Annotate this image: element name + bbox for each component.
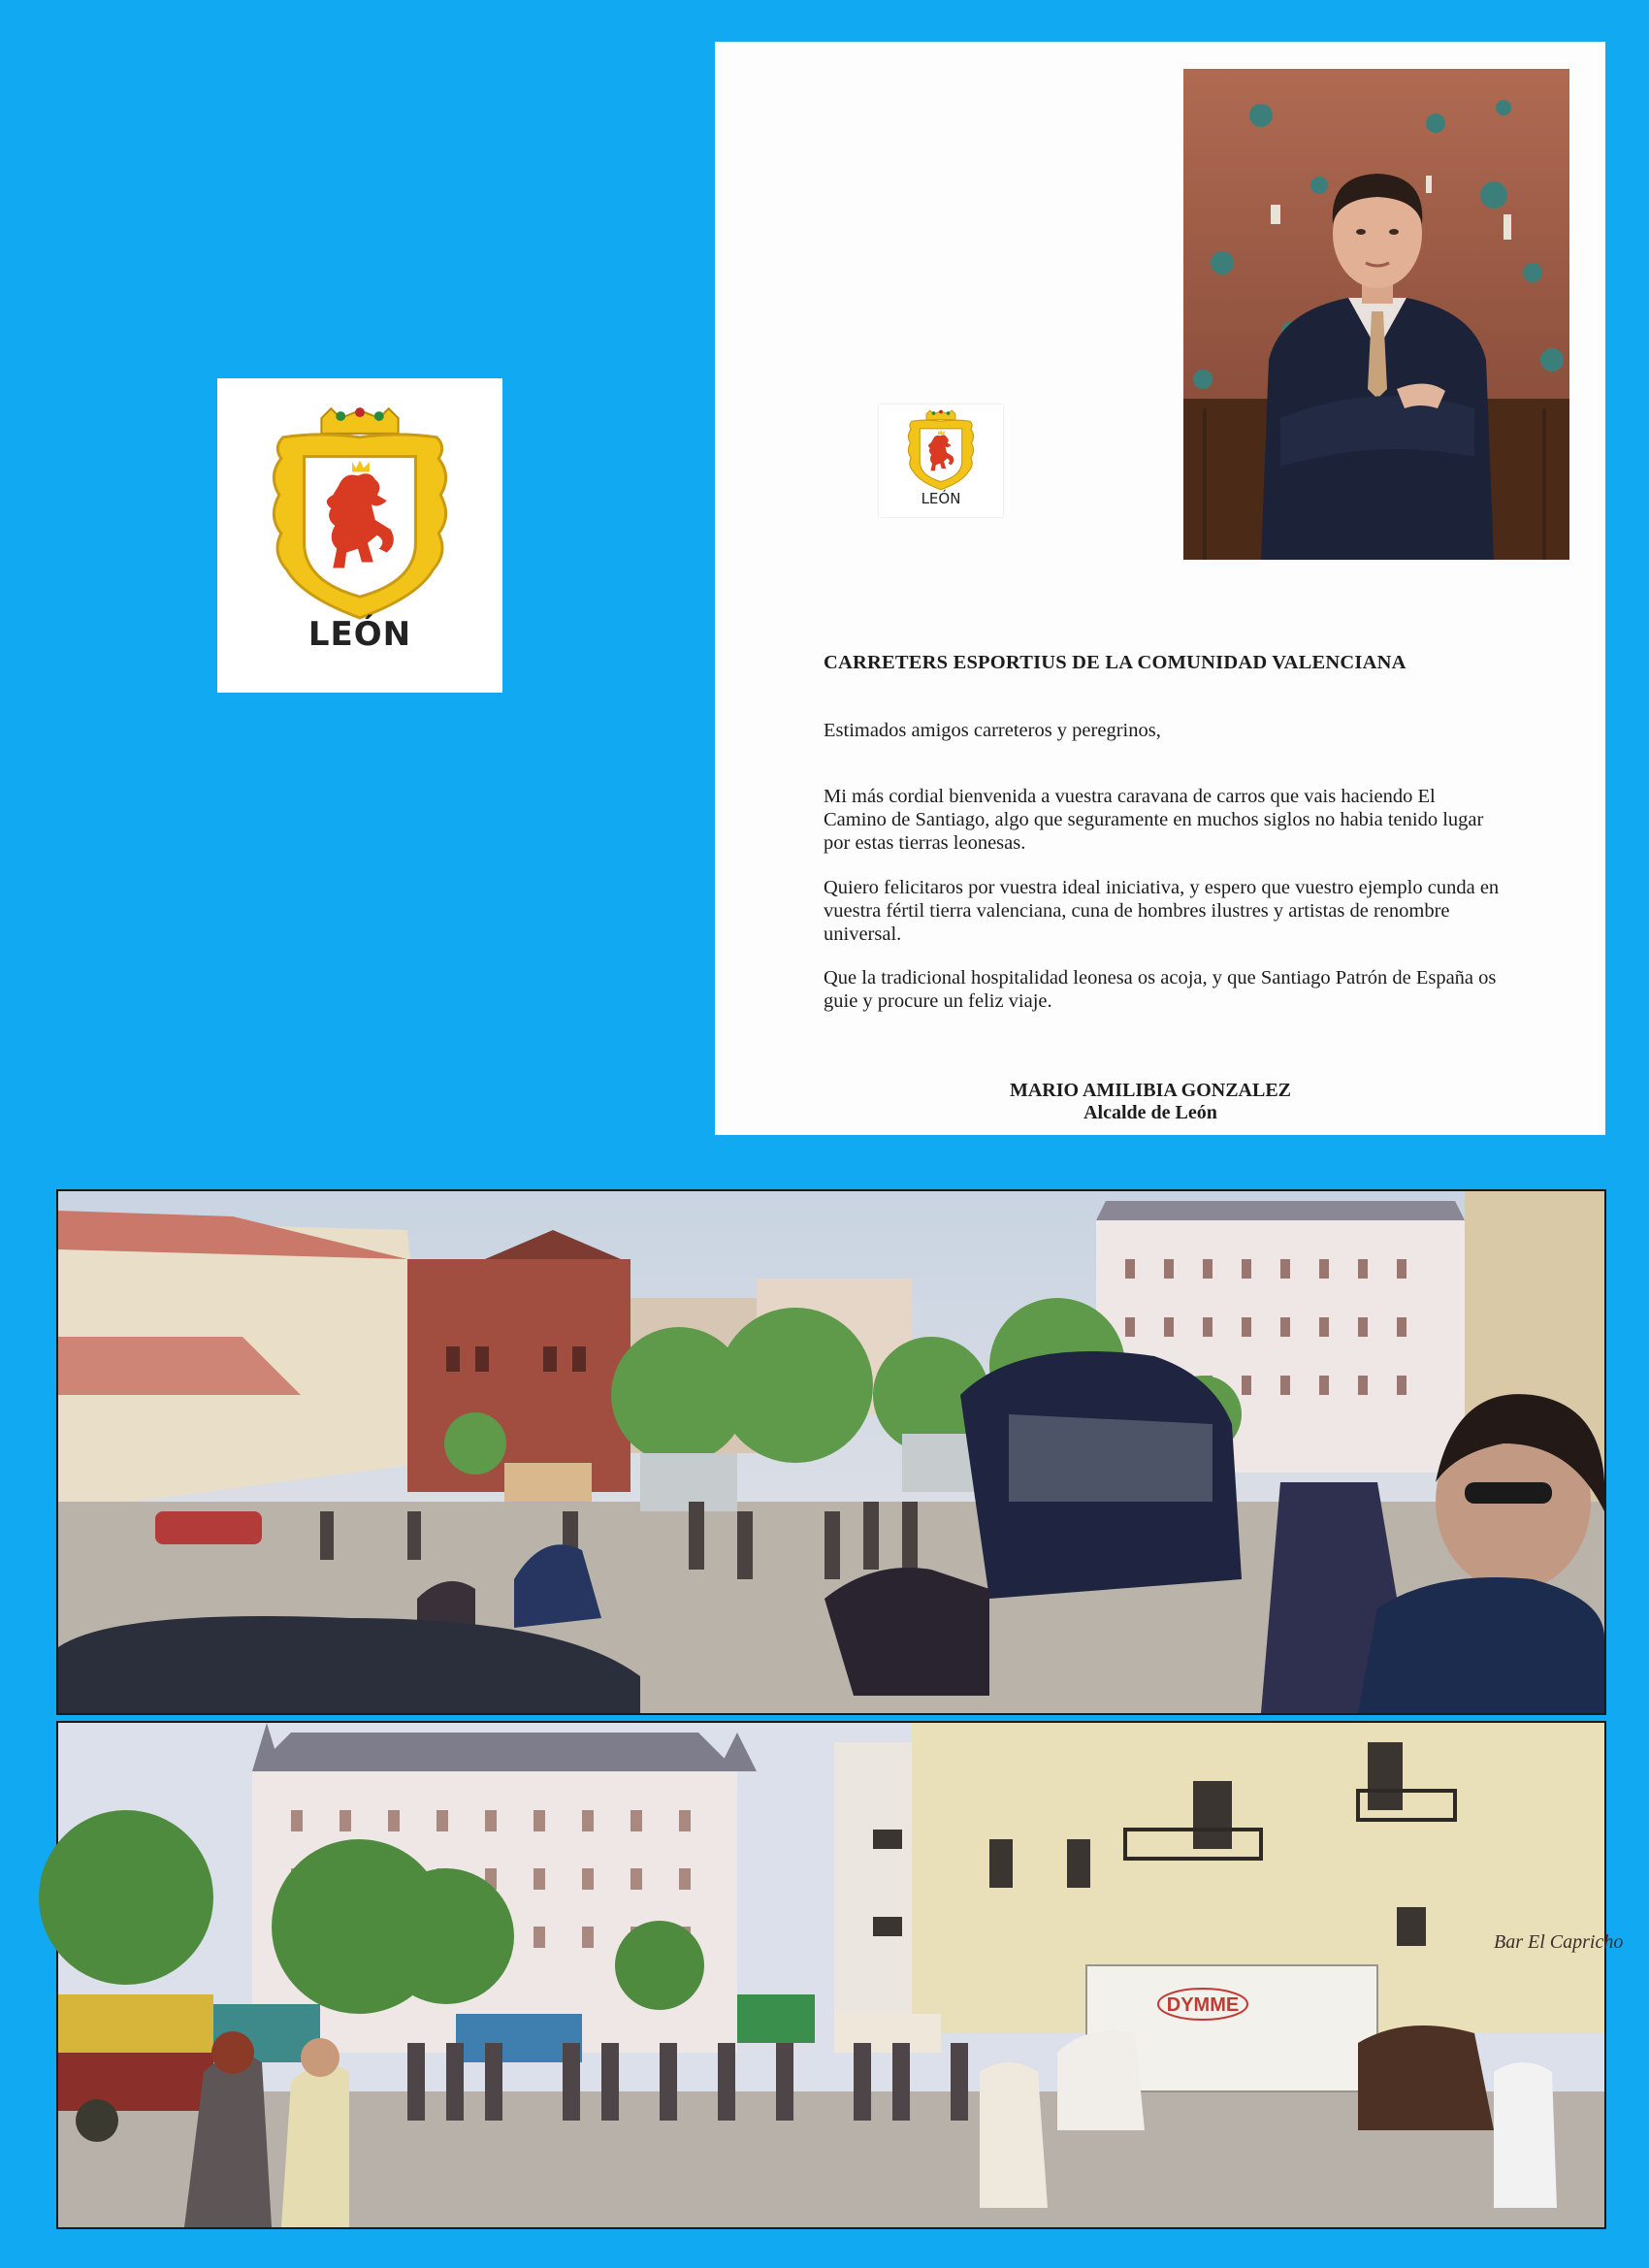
casa-botines-plaza-photo [56,1721,1624,2229]
letter-paragraph: Mi más cordial bienvenida a vuestra caravana de carros que vais haciendo El Camino de Santiago, algo que seguramente en muchos siglos no habia tenido lugar por estas tierras leonesas. [824,786,1484,854]
small-leon-logo [879,405,1003,517]
logo-caption: LEÓN [307,615,412,654]
signature-name: MARIO AMILIBIA GONZALEZ [1009,1080,1292,1101]
mayor-portrait-photo [1183,69,1569,560]
dymme-wagon-banner: DYMME [1166,1994,1240,2016]
shop-sign-text: Bar El Capricho [1494,1931,1624,1953]
small-logo-caption: LEÓN [921,490,961,507]
signature-title: Alcalde de León [1083,1102,1217,1123]
letter-paragraph: Quiero felicitaros por vuestra ideal iniciativa, y espero que vuestro ejemplo cunda en vuestra fértil tierra valenciana, cuna de hombres ilustres y artistas de renombre universal. [824,877,1500,945]
leon-coat-of-arms-icon [264,405,456,627]
leon-logo-card [217,378,502,693]
letter-greeting: Estimados amigos carreteros y peregrinos, [824,720,1161,741]
welcome-letter [715,42,1605,1135]
letter-paragraph: Que la tradicional hospitalidad leonesa os acoja, y que Santiago Patrón de España os guie y procure un feliz viaje. [824,967,1497,1012]
small-coat-of-arms-icon [900,410,982,492]
plaza-carts-photo [56,1189,1606,1715]
letter-title: CARRETERS ESPORTIUS DE LA COMUNIDAD VALENCIANA [824,652,1406,673]
